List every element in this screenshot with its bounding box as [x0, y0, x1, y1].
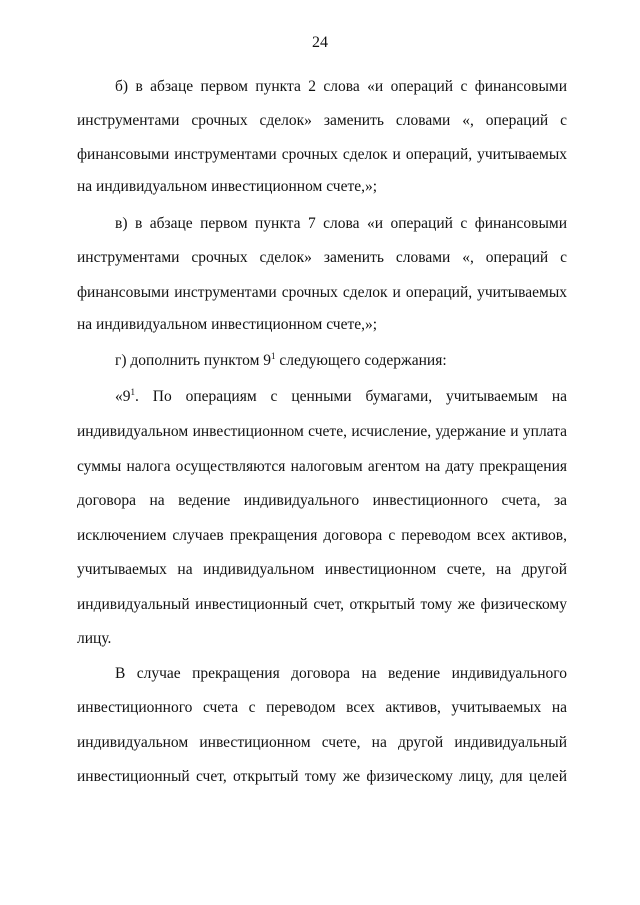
paragraph-9-1-line-5: исключением случаев прекращения договора с переводом всех активов, — [77, 527, 567, 544]
paragraph-9-1-line-1 — [115, 387, 567, 407]
paragraph-b-line-2: инструментами срочных сделок» заменить словами «, операций с — [77, 112, 567, 129]
paragraph-g-superscript: 1 — [271, 351, 276, 361]
paragraph-9-1-line-4: договора на ведение индивидуального инвестиционного счета, за — [77, 492, 567, 509]
paragraph-9-1-line-8: лицу. — [77, 630, 112, 647]
paragraph-v-line-3: финансовыми инструментами срочных сделок и операций, учитываемых — [77, 284, 567, 301]
paragraph-case-line-4: инвестиционный счет, открытый тому же физическому лицу, для целей — [77, 768, 567, 785]
paragraph-g-text-pre: г) дополнить пунктом 9 — [115, 352, 272, 369]
paragraph-b-line-3: финансовыми инструментами срочных сделок и операций, учитываемых — [77, 146, 567, 163]
paragraph-9-1-text: . По операциям с ценными бумагами, учитываемым на — [135, 388, 567, 405]
paragraph-b-line-1: б) в абзаце первом пункта 2 слова «и операций с финансовыми — [115, 78, 567, 95]
paragraph-case-line-2: инвестиционного счета с переводом всех активов, учитываемых на — [77, 699, 567, 716]
paragraph-9-1-open: «9 — [115, 388, 131, 405]
paragraph-v-line-4: на индивидуальном инвестиционном счете,»; — [77, 316, 378, 333]
paragraph-v-line-2: инструментами срочных сделок» заменить словами «, операций с — [77, 249, 567, 266]
paragraph-case-line-3: индивидуальном инвестиционном счете, на другой индивидуальный — [77, 734, 567, 751]
paragraph-9-1-superscript: 1 — [130, 387, 135, 397]
paragraph-9-1-line-3: суммы налога осуществляются налоговым агентом на дату прекращения — [77, 458, 567, 475]
paragraph-v-line-1: в) в абзаце первом пункта 7 слова «и операций с финансовыми — [115, 215, 567, 232]
paragraph-g-text-post: следующего содержания: — [275, 352, 447, 369]
paragraph-9-1-line-6: учитываемых на индивидуальном инвестиционном счете, на другой — [77, 561, 567, 578]
paragraph-9-1-line-2: индивидуальном инвестиционном счете, исчисление, удержание и уплата — [77, 423, 567, 440]
page-number: 24 — [312, 34, 328, 51]
paragraph-9-1-line-7: индивидуальный инвестиционный счет, открытый тому же физическому — [77, 596, 567, 613]
paragraph-case-line-1: В случае прекращения договора на ведение индивидуального — [115, 665, 567, 682]
paragraph-g-line — [115, 351, 567, 371]
paragraph-b-line-4: на индивидуальном инвестиционном счете,»; — [77, 178, 378, 195]
